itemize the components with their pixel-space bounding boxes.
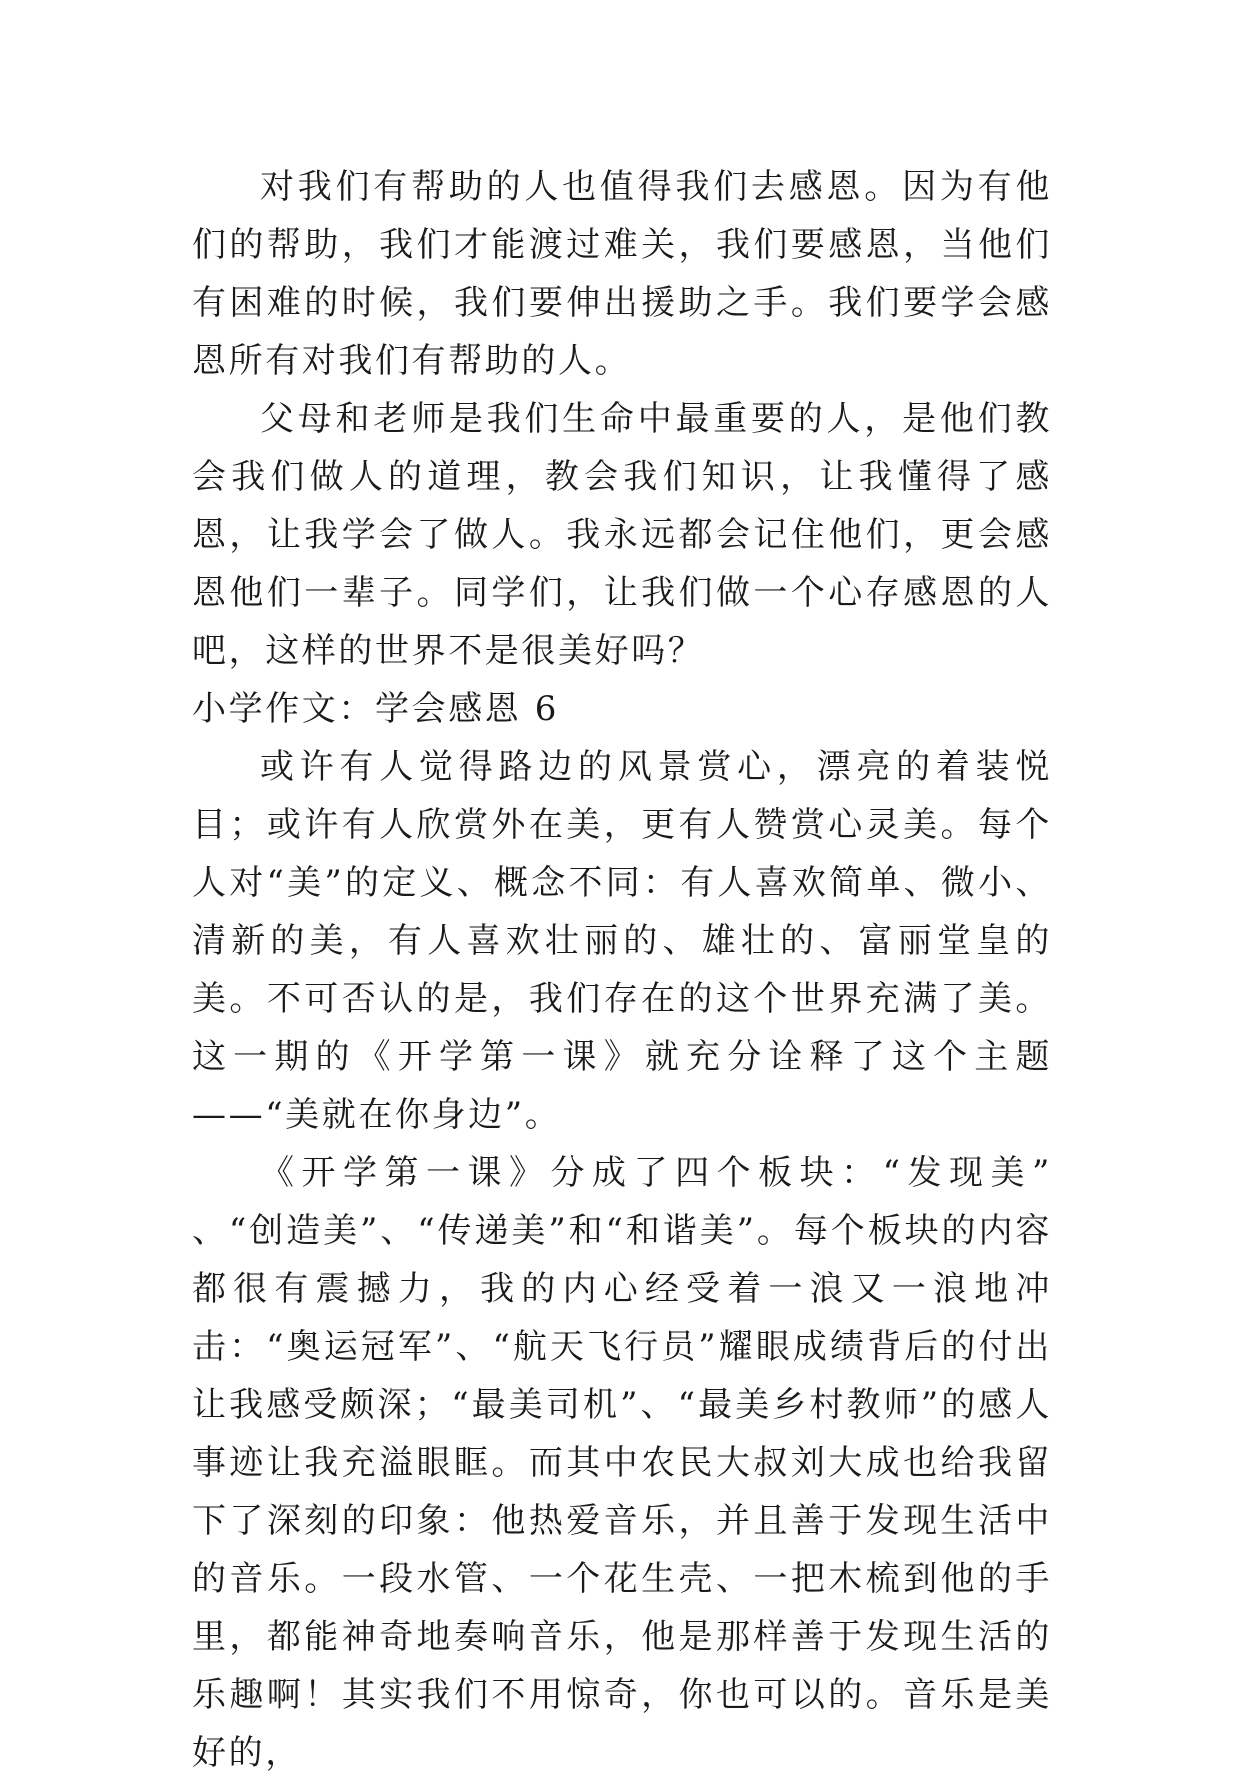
document-body [192,158,1052,1782]
paragraph-first-lesson: 《开学第一课》分成了四个板块：“发现美” 、“创造美”、“传递美”和“和谐美”。每个板块的内容都很有震撼力，我的内心经受着一浪又一浪地冲击：“奥运冠军”、“航天飞行员”耀眼成绩背后的付出让我感受颇深；“最美司机”、“最美乡村教师”的感人事迹让我充溢眼眶。而其中农民大叔刘大成也给我留下了深刻的印象：他热爱音乐，并且善于发现生活中的音乐。一段水管、一个花生壳、一把木梳到他的手里，都能神奇地奏响音乐，他是那样善于发现生活的乐趣啊！其实我们不用惊奇，你也可以的。音乐是美好的， [192,1153,1052,1773]
paragraph-parents-teachers: 父母和老师是我们生命中最重要的人，是他们教会我们做人的道理，教会我们知识，让我懂得了感恩，让我学会了做人。我永远都会记住他们，更会感恩他们一辈子。同学们，让我们做一个心存感恩的人吧，这样的世界不是很美好吗？ [192,399,1052,671]
paragraph-beauty-definition: 或许有人觉得路边的风景赏心，漂亮的着装悦目；或许有人欣赏外在美，更有人赞赏心灵美。每个人对“美”的定义、概念不同：有人喜欢简单、微小、清新的美，有人喜欢壮丽的、雄壮的、富丽堂皇的美。不可否认的是，我们存在的这个世界充满了美。这一期的《开学第一课》就充分诠释了这个主题——“美就在你身边”。 [192,747,1052,1135]
essay-heading: 小学作文：学会感恩 6 [192,689,560,729]
paragraph-gratitude-helpers: 对我们有帮助的人也值得我们去感恩。因为有他们的帮助，我们才能渡过难关，我们要感恩，当他们有困难的时候，我们要伸出援助之手。我们要学会感恩所有对我们有帮助的人。 [192,167,1052,381]
